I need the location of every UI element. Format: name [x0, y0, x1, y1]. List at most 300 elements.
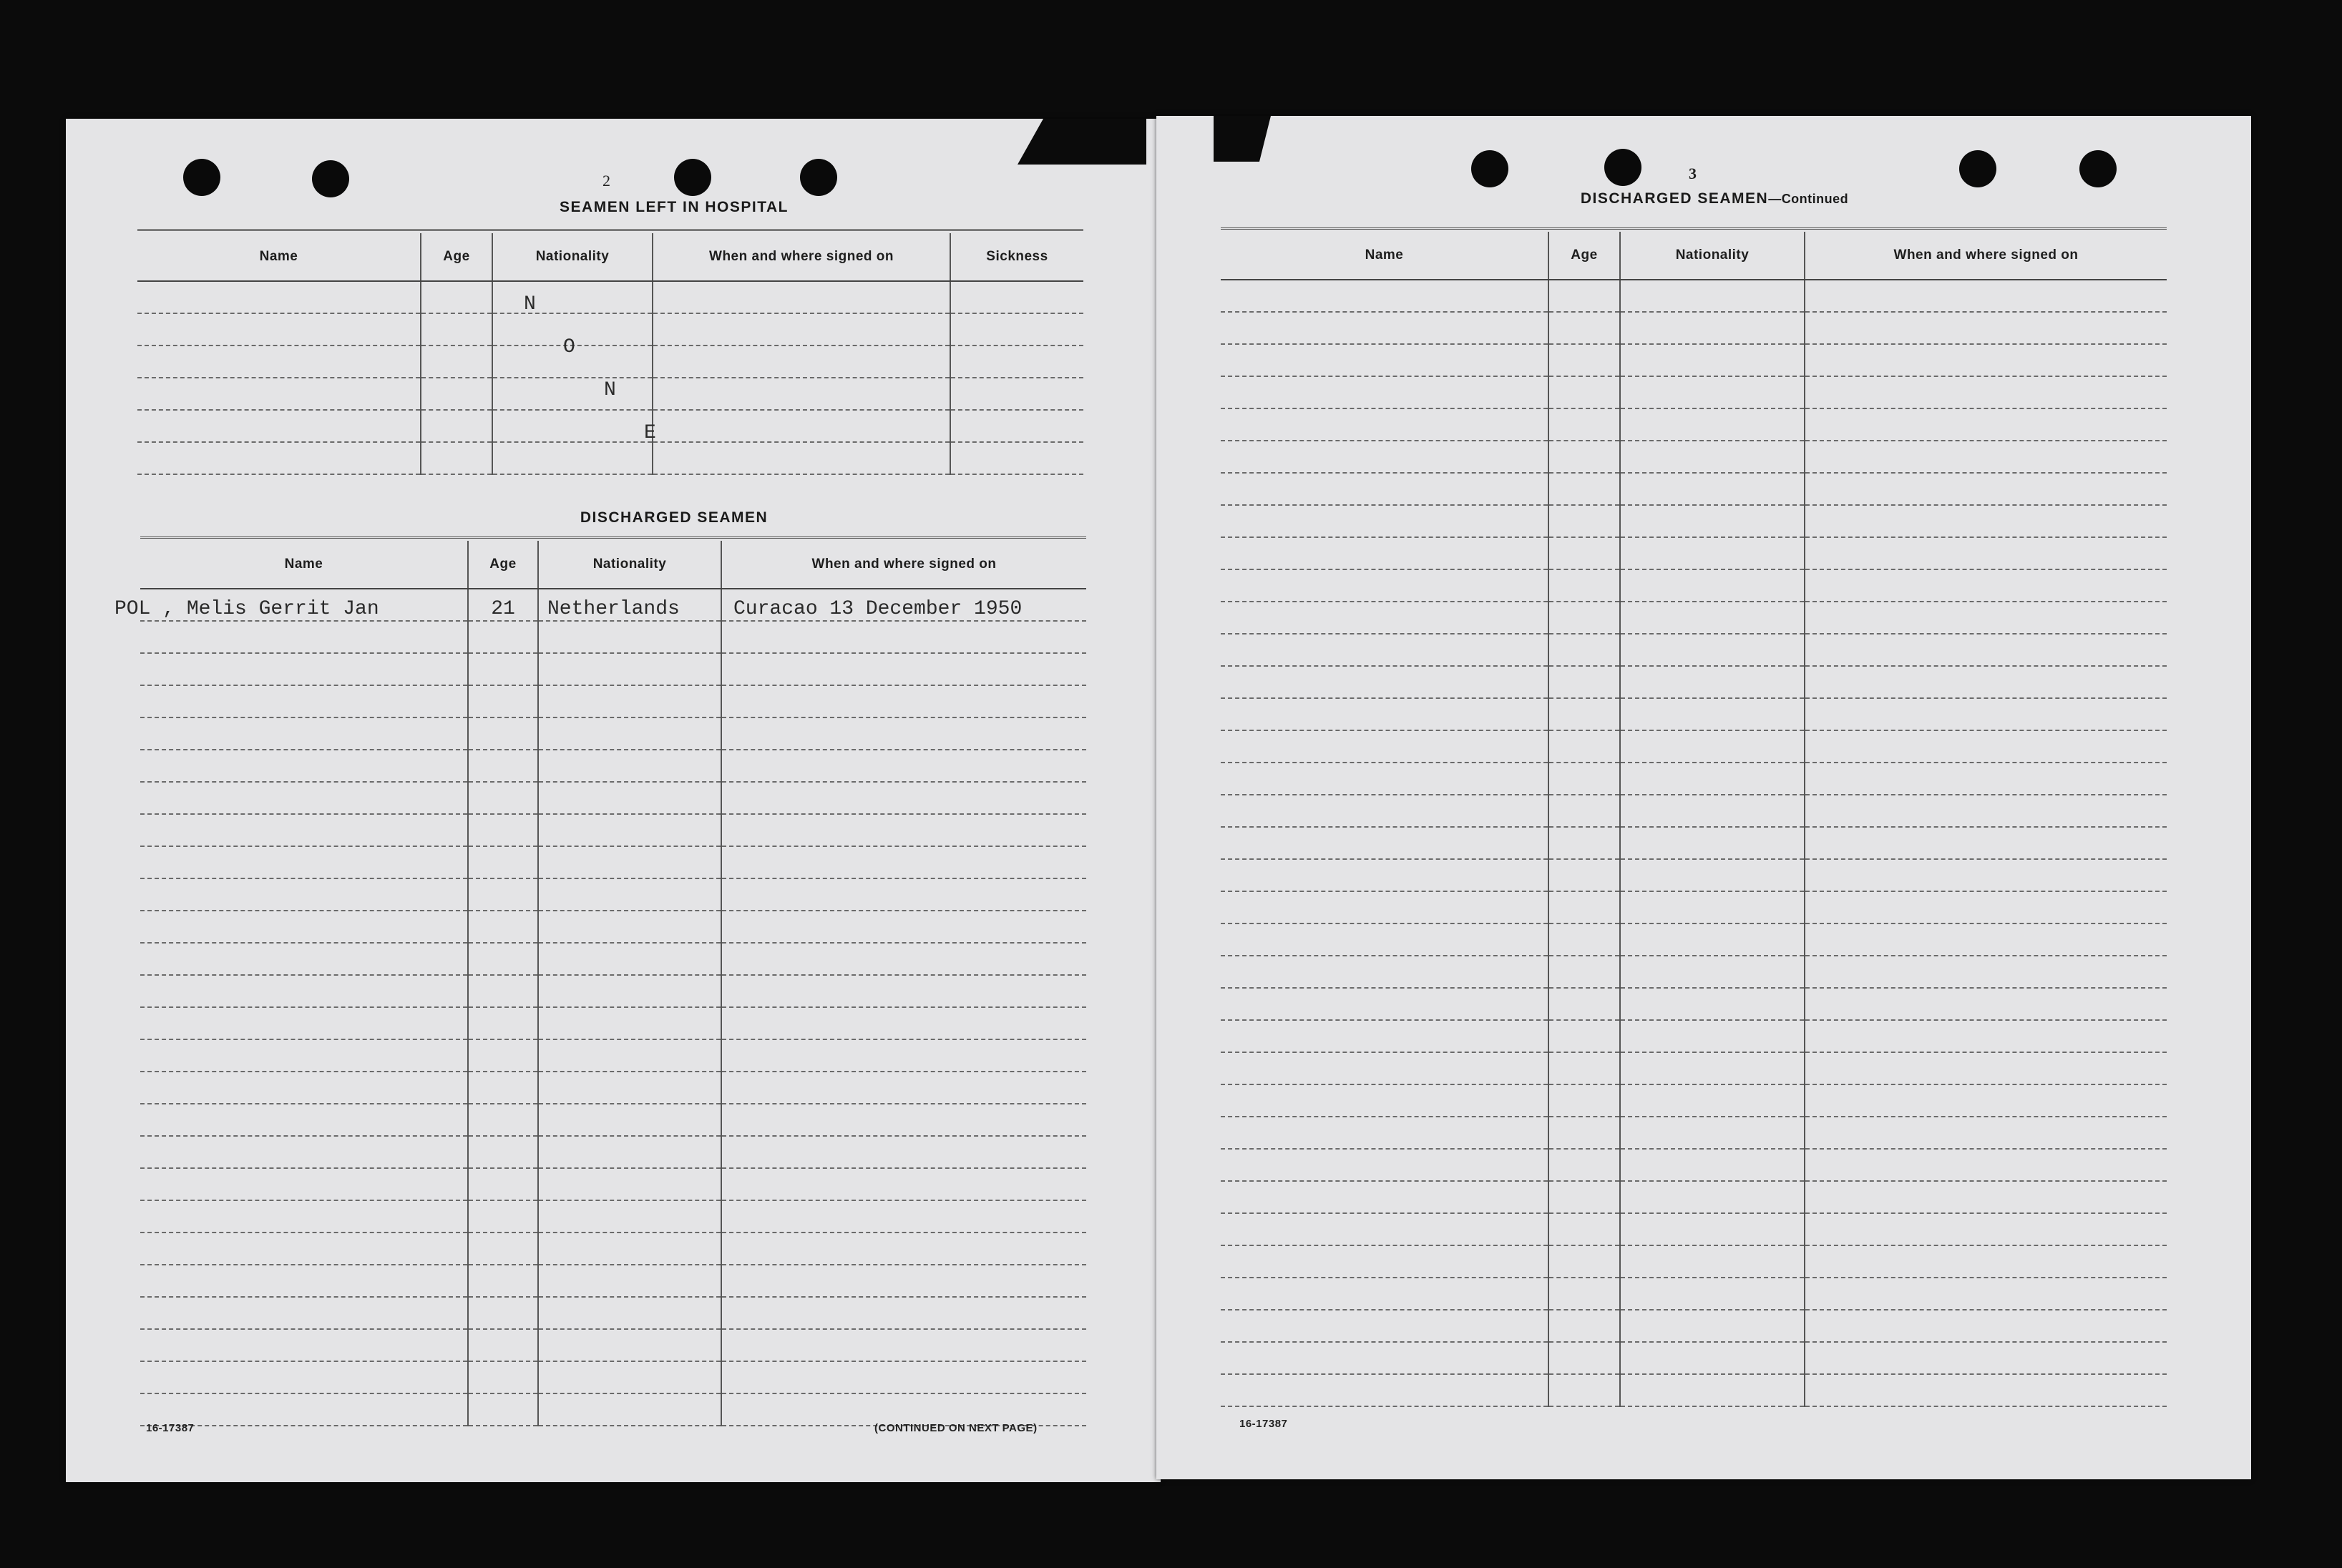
table-row — [1221, 505, 2167, 537]
table-cell — [1221, 891, 1548, 923]
table-row — [140, 1297, 1086, 1329]
table-cell — [1548, 730, 1620, 763]
table-row — [1221, 1245, 2167, 1278]
table-cell — [1620, 505, 1805, 537]
torn-edge — [1018, 119, 1146, 165]
table-cell — [140, 814, 468, 846]
table-cell — [1620, 1149, 1805, 1181]
table-cell — [721, 911, 1086, 943]
table-cell — [1805, 923, 2167, 956]
table-cell — [1221, 666, 1548, 698]
table-cell — [1805, 988, 2167, 1020]
table-row — [140, 1104, 1086, 1136]
table-cell — [1805, 280, 2167, 312]
table-cell — [1548, 473, 1620, 505]
table-cell — [1620, 730, 1805, 763]
table-row — [140, 1393, 1086, 1426]
col-nationality: Nationality — [492, 233, 653, 281]
table-cell — [140, 943, 468, 975]
none-letter: N — [604, 379, 616, 401]
table-cell — [1620, 1181, 1805, 1213]
table-cell — [1620, 1117, 1805, 1149]
table-row — [1221, 956, 2167, 988]
hospital-header-row — [137, 233, 1083, 281]
table-cell — [468, 653, 538, 685]
table-cell — [1548, 1374, 1620, 1406]
col-nationality: Nationality — [1620, 232, 1805, 280]
table-row — [1221, 537, 2167, 569]
table-cell — [140, 1200, 468, 1233]
seaman-signed-on: Curacao 13 December 1950 — [721, 589, 1086, 621]
table-cell — [1620, 1213, 1805, 1245]
table-cell — [140, 1233, 468, 1265]
page-number: 3 — [1689, 165, 1697, 182]
table-cell — [721, 750, 1086, 782]
table-cell — [538, 1200, 721, 1233]
table-cell — [1620, 891, 1805, 923]
table-cell — [468, 846, 538, 878]
table-cell — [538, 717, 721, 750]
table-cell — [468, 1039, 538, 1072]
table-cell — [538, 1136, 721, 1168]
table-cell — [468, 1168, 538, 1200]
table-cell — [1548, 569, 1620, 602]
top-rule — [140, 536, 1086, 539]
table-cell — [1620, 1278, 1805, 1310]
table-cell — [1620, 537, 1805, 569]
table-cell — [721, 975, 1086, 1007]
table-cell — [1548, 1117, 1620, 1149]
table-cell — [1548, 1052, 1620, 1084]
punch-hole — [312, 160, 349, 197]
table-cell — [1221, 923, 1548, 956]
table-cell — [1620, 827, 1805, 859]
table-cell — [1221, 312, 1548, 344]
discharged-table — [114, 541, 1086, 1426]
continued-note: (CONTINUED ON NEXT PAGE) — [874, 1422, 1038, 1434]
title-main: DISCHARGED SEAMEN — [1580, 190, 1769, 207]
table-row — [140, 1233, 1086, 1265]
table-cell — [1620, 569, 1805, 602]
table-cell — [1805, 408, 2167, 441]
table-cell — [1221, 988, 1548, 1020]
table-cell — [468, 878, 538, 911]
col-nationality: Nationality — [538, 541, 721, 589]
table-cell — [140, 653, 468, 685]
table-cell — [1221, 1052, 1548, 1084]
table-row — [1221, 859, 2167, 891]
table-cell — [1805, 1020, 2167, 1052]
table-cell — [721, 1136, 1086, 1168]
table-cell — [1805, 827, 2167, 859]
col-name: Name — [1221, 232, 1548, 280]
table-cell — [721, 1393, 1086, 1426]
col-name: Name — [140, 541, 468, 589]
table-cell — [1620, 1342, 1805, 1374]
discharged-section-title: DISCHARGED SEAMEN — [580, 509, 769, 526]
table-cell — [140, 1104, 468, 1136]
table-cell — [721, 814, 1086, 846]
table-cell — [1548, 698, 1620, 730]
table-cell — [538, 1104, 721, 1136]
table-cell — [468, 943, 538, 975]
col-sickness: Sickness — [950, 233, 1083, 281]
table-cell — [1221, 408, 1548, 441]
table-row — [1221, 1149, 2167, 1181]
table-cell — [1221, 1117, 1548, 1149]
table-row — [140, 717, 1086, 750]
table-row — [137, 313, 1083, 346]
table-cell — [721, 878, 1086, 911]
table-cell — [1548, 376, 1620, 408]
table-cell — [1548, 1278, 1620, 1310]
table-cell — [721, 621, 1086, 653]
table-cell — [140, 750, 468, 782]
table-cell — [140, 1168, 468, 1200]
table-cell — [1620, 923, 1805, 956]
table-cell — [140, 1039, 468, 1072]
table-row — [1221, 730, 2167, 763]
table-row — [140, 589, 1086, 621]
punch-hole — [800, 159, 837, 196]
table-row — [1221, 698, 2167, 730]
table-cell — [538, 911, 721, 943]
table-row — [1221, 1310, 2167, 1342]
table-cell — [1620, 441, 1805, 473]
table-cell — [1548, 344, 1620, 376]
none-letter: E — [644, 422, 656, 444]
table-cell — [538, 1393, 721, 1426]
table-row — [140, 621, 1086, 653]
table-cell — [1805, 602, 2167, 634]
table-cell — [468, 1072, 538, 1104]
table-cell — [1805, 1084, 2167, 1117]
top-rule — [1221, 227, 2167, 230]
table-cell — [1620, 763, 1805, 795]
table-cell — [538, 1361, 721, 1393]
table-cell — [1221, 763, 1548, 795]
table-cell — [1221, 634, 1548, 666]
table-row — [1221, 666, 2167, 698]
table-cell — [1221, 505, 1548, 537]
table-row — [1221, 408, 2167, 441]
punch-hole — [2079, 150, 2117, 187]
table-cell — [468, 1233, 538, 1265]
table-cell — [1805, 634, 2167, 666]
table-cell — [140, 1072, 468, 1104]
table-cell — [1548, 891, 1620, 923]
table-row — [140, 1361, 1086, 1393]
table-row — [140, 1265, 1086, 1297]
table-cell — [538, 1168, 721, 1200]
table-cell — [721, 1007, 1086, 1039]
torn-edge — [1214, 116, 1271, 162]
table-cell — [1805, 1342, 2167, 1374]
table-cell — [1805, 1117, 2167, 1149]
continued-header-row — [1221, 232, 2167, 280]
table-cell — [538, 1329, 721, 1361]
table-cell — [1620, 666, 1805, 698]
table-cell — [1221, 827, 1548, 859]
table-cell — [538, 750, 721, 782]
seaman-age: 21 — [468, 589, 538, 621]
table-cell — [1620, 698, 1805, 730]
table-cell — [468, 975, 538, 1007]
table-cell — [1548, 795, 1620, 827]
table-cell — [140, 1007, 468, 1039]
table-cell — [1805, 1374, 2167, 1406]
col-name: Name — [137, 233, 421, 281]
table-cell — [468, 621, 538, 653]
table-cell — [1548, 634, 1620, 666]
table-cell — [1805, 1052, 2167, 1084]
table-cell — [140, 1393, 468, 1426]
table-cell — [1805, 1181, 2167, 1213]
table-row — [1221, 795, 2167, 827]
table-cell — [721, 1233, 1086, 1265]
table-cell — [1221, 1149, 1548, 1181]
table-cell — [140, 1361, 468, 1393]
punch-hole — [1959, 150, 1996, 187]
table-cell — [1548, 859, 1620, 891]
table-cell — [721, 1168, 1086, 1200]
table-cell — [1805, 859, 2167, 891]
table-row — [137, 281, 1083, 313]
table-cell — [1548, 1310, 1620, 1342]
table-cell — [538, 975, 721, 1007]
table-row — [140, 653, 1086, 685]
table-cell — [140, 911, 468, 943]
table-row — [1221, 1213, 2167, 1245]
table-cell — [1221, 859, 1548, 891]
table-cell — [1548, 1149, 1620, 1181]
table-row — [1221, 1084, 2167, 1117]
table-cell — [721, 846, 1086, 878]
table-cell — [721, 1039, 1086, 1072]
table-cell — [1620, 1374, 1805, 1406]
table-cell — [1620, 1020, 1805, 1052]
table-row — [1221, 441, 2167, 473]
table-cell — [468, 1136, 538, 1168]
table-cell — [538, 782, 721, 814]
table-cell — [1805, 569, 2167, 602]
table-cell — [1805, 441, 2167, 473]
table-cell — [1805, 795, 2167, 827]
table-row — [140, 878, 1086, 911]
table-cell — [1620, 473, 1805, 505]
table-cell — [1548, 1245, 1620, 1278]
punch-hole — [183, 159, 220, 196]
table-cell — [721, 1265, 1086, 1297]
table-cell — [1620, 956, 1805, 988]
table-cell — [1805, 505, 2167, 537]
punch-hole — [1471, 150, 1508, 187]
table-row — [1221, 634, 2167, 666]
table-row — [140, 1072, 1086, 1104]
table-cell — [468, 1329, 538, 1361]
table-cell — [538, 878, 721, 911]
table-cell — [1620, 602, 1805, 634]
table-cell — [1221, 537, 1548, 569]
table-cell — [468, 911, 538, 943]
table-cell — [1805, 763, 2167, 795]
table-cell — [468, 1104, 538, 1136]
table-cell — [1221, 441, 1548, 473]
table-cell — [468, 1297, 538, 1329]
table-cell — [721, 1200, 1086, 1233]
discharged-continued-table — [1221, 232, 2167, 1407]
table-row — [1221, 1117, 2167, 1149]
table-cell — [538, 1297, 721, 1329]
table-cell — [1548, 923, 1620, 956]
form-number: 16-17387 — [146, 1422, 195, 1434]
hospital-section-title: SEAMEN LEFT IN HOSPITAL — [560, 199, 789, 215]
table-cell — [1805, 537, 2167, 569]
table-cell — [140, 1297, 468, 1329]
table-row — [140, 1007, 1086, 1039]
none-letter: O — [563, 336, 575, 358]
seaman-nationality: Netherlands — [538, 589, 721, 621]
table-cell — [1548, 956, 1620, 988]
col-age: Age — [1548, 232, 1620, 280]
table-cell — [1548, 1213, 1620, 1245]
table-cell — [1548, 1084, 1620, 1117]
table-cell — [1221, 1310, 1548, 1342]
col-signed-on: When and where signed on — [721, 541, 1086, 589]
table-cell — [140, 878, 468, 911]
col-signed-on: When and where signed on — [653, 233, 950, 281]
table-cell — [1620, 1310, 1805, 1342]
table-cell — [140, 846, 468, 878]
table-cell — [721, 1329, 1086, 1361]
table-cell — [468, 1200, 538, 1233]
table-cell — [468, 1265, 538, 1297]
table-cell — [140, 975, 468, 1007]
table-cell — [140, 717, 468, 750]
table-row — [140, 1136, 1086, 1168]
table-cell — [538, 1007, 721, 1039]
table-row — [1221, 376, 2167, 408]
table-cell — [721, 1104, 1086, 1136]
table-cell — [1805, 956, 2167, 988]
table-cell — [538, 1265, 721, 1297]
col-age: Age — [468, 541, 538, 589]
table-cell — [1805, 891, 2167, 923]
right-page — [1156, 116, 2251, 1479]
table-cell — [538, 846, 721, 878]
table-row — [1221, 1020, 2167, 1052]
table-row — [140, 975, 1086, 1007]
table-cell — [538, 621, 721, 653]
table-cell — [1805, 1149, 2167, 1181]
table-cell — [1620, 344, 1805, 376]
table-cell — [1221, 1084, 1548, 1117]
table-cell — [468, 685, 538, 717]
table-cell — [1221, 280, 1548, 312]
table-row — [140, 685, 1086, 717]
table-cell — [1221, 1020, 1548, 1052]
table-cell — [140, 1265, 468, 1297]
table-cell — [1221, 602, 1548, 634]
table-cell — [1548, 1342, 1620, 1374]
table-cell — [468, 1393, 538, 1426]
table-cell — [721, 1297, 1086, 1329]
table-cell — [1805, 1213, 2167, 1245]
table-cell — [1805, 312, 2167, 344]
table-cell — [1221, 1374, 1548, 1406]
table-cell — [1548, 827, 1620, 859]
table-cell — [538, 943, 721, 975]
table-row — [1221, 763, 2167, 795]
table-cell — [1221, 376, 1548, 408]
table-cell — [1805, 376, 2167, 408]
table-cell — [1548, 1020, 1620, 1052]
table-cell — [1221, 1213, 1548, 1245]
col-age: Age — [421, 233, 492, 281]
table-row — [140, 1168, 1086, 1200]
table-row — [1221, 1342, 2167, 1374]
table-cell — [1548, 505, 1620, 537]
table-cell — [538, 685, 721, 717]
discharged-header-row — [140, 541, 1086, 589]
table-cell — [468, 1007, 538, 1039]
table-cell — [1805, 1278, 2167, 1310]
table-cell — [1548, 441, 1620, 473]
table-cell — [721, 1361, 1086, 1393]
none-letter: N — [524, 293, 536, 315]
table-cell — [1221, 730, 1548, 763]
table-row — [140, 814, 1086, 846]
table-row — [137, 410, 1083, 442]
table-row — [1221, 1181, 2167, 1213]
table-row — [140, 1200, 1086, 1233]
table-cell — [140, 1136, 468, 1168]
table-row — [1221, 344, 2167, 376]
table-cell — [1548, 408, 1620, 441]
table-cell — [538, 1072, 721, 1104]
table-cell — [721, 782, 1086, 814]
table-row — [1221, 1374, 2167, 1406]
right-section-title — [1457, 190, 1972, 207]
table-cell — [1221, 1245, 1548, 1278]
table-row — [140, 1329, 1086, 1361]
table-cell — [1620, 1245, 1805, 1278]
table-cell — [1620, 795, 1805, 827]
table-cell — [1221, 1342, 1548, 1374]
table-row — [1221, 312, 2167, 344]
table-cell — [1221, 698, 1548, 730]
table-row — [140, 911, 1086, 943]
table-cell — [538, 653, 721, 685]
punch-hole — [1604, 149, 1641, 186]
table-row — [1221, 988, 2167, 1020]
table-row — [1221, 891, 2167, 923]
table-cell — [1620, 1052, 1805, 1084]
table-cell — [1805, 730, 2167, 763]
table-cell — [721, 653, 1086, 685]
table-cell — [468, 1361, 538, 1393]
table-row — [1221, 1052, 2167, 1084]
table-cell — [1805, 698, 2167, 730]
col-signed-on: When and where signed on — [1805, 232, 2167, 280]
hospital-table — [137, 233, 1083, 475]
table-cell — [1620, 634, 1805, 666]
table-cell — [140, 1329, 468, 1361]
page-number: 2 — [602, 172, 610, 190]
punch-hole — [674, 159, 711, 196]
table-cell — [538, 1233, 721, 1265]
table-row — [140, 943, 1086, 975]
